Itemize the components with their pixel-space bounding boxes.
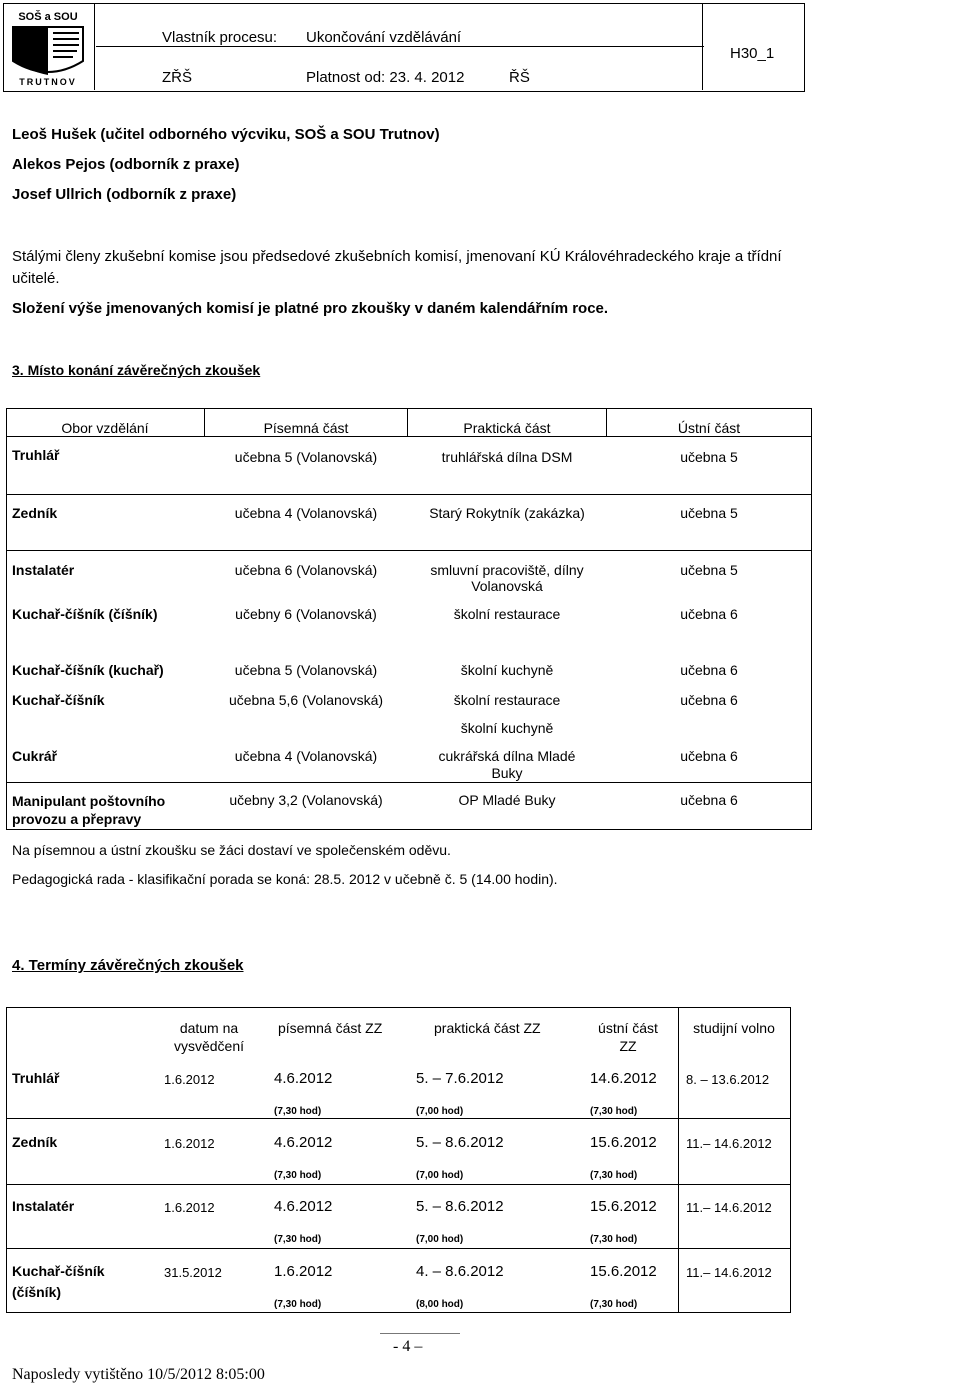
- table-row-obor: Instalatér: [12, 562, 75, 578]
- table-row-obor: Manipulant poštovního: [12, 793, 166, 809]
- dates-header-pisemna: písemná část ZZ: [278, 1020, 383, 1036]
- table-row-pisemna: 4.6.2012: [274, 1134, 333, 1151]
- table-row-datum: 1.6.2012: [164, 1072, 215, 1087]
- table-row-obor: Truhlář: [12, 1070, 60, 1086]
- dates-header-ustni-cont: ZZ: [619, 1038, 637, 1054]
- table-row-datum: 1.6.2012: [164, 1200, 215, 1215]
- table-row-prakticka-time: (7,00 hod): [416, 1106, 464, 1117]
- valid-from: Platnost od: 23. 4. 2012: [306, 69, 465, 86]
- table-row-ustni-time: (7,30 hod): [590, 1234, 638, 1245]
- table-row-obor: Cukrář: [12, 748, 58, 764]
- table-row-pisemna-time: (7,30 hod): [274, 1299, 322, 1310]
- table-row-obor: Zedník: [12, 505, 58, 521]
- note-clothing: Na písemnou a ústní zkoušku se žáci dostaví ve společenském oděvu.: [12, 842, 451, 858]
- venue-header-ustni: Ústní část: [677, 420, 741, 436]
- table-row-prakticka: školní restaurace: [453, 692, 561, 708]
- dates-row-sep: [6, 1184, 791, 1185]
- table-row-ustni: učebna 6: [680, 748, 738, 764]
- table-row-prakticka-cont: Volanovská: [471, 578, 543, 594]
- table-row-ustni: učebna 6: [680, 692, 738, 708]
- table-row-obor: Kuchař-číšník (číšník): [12, 606, 158, 622]
- table-row-ustni: učebna 6: [680, 606, 738, 622]
- table-row-volno: 8. – 13.6.2012: [686, 1072, 770, 1087]
- table-row-ustni-time: (7,30 hod): [590, 1170, 638, 1181]
- section-3-title: 3. Místo konání závěrečných zkoušek: [12, 362, 261, 378]
- venue-col-sep: [811, 408, 812, 828]
- table-row-prakticka-time: (7,00 hod): [416, 1234, 464, 1245]
- table-row-ustni: učebna 6: [680, 662, 738, 678]
- section-4-title: 4. Termíny závěrečných zkoušek: [12, 957, 244, 974]
- table-row-ustni: 15.6.2012: [590, 1263, 657, 1280]
- table-row-pisemna: 4.6.2012: [274, 1198, 333, 1215]
- table-row-prakticka-cont: Buky: [491, 765, 523, 781]
- venue-row-sep: [6, 782, 812, 783]
- owner-label: Vlastník procesu:: [162, 29, 278, 46]
- dates-header-ustni: ústní část: [598, 1020, 658, 1036]
- table-row-prakticka: Starý Rokytník (zakázka): [429, 505, 585, 521]
- table-row-prakticka: 5. – 8.6.2012: [416, 1198, 504, 1215]
- table-row-pisemna: učebny 3,2 (Volanovská): [229, 792, 383, 808]
- table-row-pisemna: 4.6.2012: [274, 1070, 333, 1087]
- table-row-pisemna: učebna 4 (Volanovská): [234, 505, 378, 521]
- table-row-prakticka: smluvní pracoviště, dílny: [430, 562, 584, 578]
- table-row-ustni: učebna 5: [680, 505, 738, 521]
- table-row-prakticka: cukrářská dílna Mladé: [438, 748, 576, 764]
- table-row-datum: 1.6.2012: [164, 1136, 215, 1151]
- table-row-ustni: 15.6.2012: [590, 1198, 657, 1215]
- process-name: Ukončování vzdělávání: [306, 29, 462, 46]
- rs-label: ŘŠ: [509, 69, 530, 86]
- table-row-prakticka: OP Mladé Buky: [458, 792, 556, 808]
- table-row-prakticka-cont: školní kuchyně: [460, 720, 554, 736]
- table-row-pisemna: učebna 6 (Volanovská): [234, 562, 378, 578]
- zrs-label: ZŘŠ: [162, 69, 192, 86]
- table-row-obor: Truhlář: [12, 447, 60, 463]
- member-3: Josef Ullrich (odborník z praxe): [12, 186, 237, 203]
- table-row-ustni-time: (7,30 hod): [590, 1106, 638, 1117]
- table-row-prakticka: truhlářská dílna DSM: [441, 449, 573, 465]
- table-row-ustni: 15.6.2012: [590, 1134, 657, 1151]
- table-row-volno: 11.– 14.6.2012: [686, 1200, 772, 1215]
- venue-row-sep: [6, 550, 812, 551]
- svg-text:TRUTNOV: TRUTNOV: [19, 77, 77, 87]
- table-row-ustni: 14.6.2012: [590, 1070, 657, 1087]
- table-row-obor-cont: provozu a přepravy: [12, 811, 142, 827]
- dates-header-datum-cont: vysvědčení: [173, 1038, 245, 1054]
- venue-header-pisemna: Písemná část: [263, 420, 349, 436]
- dates-col-sep: [678, 1007, 679, 1313]
- svg-text:SOŠ a SOU: SOŠ a SOU: [18, 11, 78, 23]
- table-row-pisemna: učebna 5 (Volanovská): [234, 662, 378, 678]
- dates-header-prakticka: praktická část ZZ: [434, 1020, 541, 1036]
- table-row-volno: 11.– 14.6.2012: [686, 1265, 772, 1280]
- venue-header-prakticka: Praktická část: [463, 420, 551, 436]
- school-logo: [3, 3, 95, 90]
- table-row-pisemna: učebna 5 (Volanovská): [234, 449, 378, 465]
- note-pedagogical-board: Pedagogická rada - klasifikační porada se koná: 28.5. 2012 v učebně č. 5 (14.00 hodin).: [12, 871, 558, 887]
- table-row-prakticka-time: (8,00 hod): [416, 1299, 464, 1310]
- doc-code: H30_1: [730, 45, 775, 62]
- header-center: [96, 3, 704, 90]
- table-row-obor: Kuchař-číšník (kuchař): [12, 662, 164, 678]
- member-2: Alekos Pejos (odborník z praxe): [12, 156, 240, 173]
- dates-row-sep: [6, 1248, 791, 1249]
- table-row-ustni: učebna 5: [680, 449, 738, 465]
- table-row-prakticka: 5. – 7.6.2012: [416, 1070, 504, 1087]
- venue-table-header-rule: [6, 436, 812, 437]
- table-row-obor-cont: (číšník): [12, 1284, 62, 1300]
- page-number: - 4 –: [393, 1338, 423, 1355]
- table-row-pisemna: 1.6.2012: [274, 1263, 333, 1280]
- table-row-prakticka: školní restaurace: [453, 606, 561, 622]
- table-row-ustni: učebna 6: [680, 792, 738, 808]
- table-row-pisemna-time: (7,30 hod): [274, 1106, 322, 1117]
- table-row-ustni-time: (7,30 hod): [590, 1299, 638, 1310]
- paragraph-permanent-members: Stálými členy zkušební komise jsou předsedové zkušebních komisí, jmenovaní KÚ Královéhradeckého kraje a třídní: [12, 248, 782, 265]
- table-row-datum: 31.5.2012: [164, 1265, 222, 1280]
- paragraph-composition-validity: Složení výše jmenovaných komisí je platné pro zkoušky v daném kalendářním roce.: [12, 300, 609, 317]
- venue-header-obor: Obor vzdělání: [61, 420, 149, 436]
- table-row-prakticka: 4. – 8.6.2012: [416, 1263, 504, 1280]
- school-logo-emblem: [3, 3, 94, 90]
- print-timestamp: Naposledy vytištěno 10/5/2012 8:05:00: [12, 1366, 265, 1383]
- table-row-prakticka-time: (7,00 hod): [416, 1170, 464, 1181]
- venue-row-sep: [6, 494, 812, 495]
- table-row-prakticka: školní kuchyně: [460, 662, 554, 678]
- table-row-obor: Kuchař-číšník: [12, 1263, 105, 1279]
- dates-row-sep: [6, 1118, 791, 1119]
- dates-header-volno: studijní volno: [693, 1020, 775, 1036]
- member-1: Leoš Hušek (učitel odborného výcviku, SOŠ a SOU Trutnov): [12, 126, 440, 143]
- table-row-obor: Zedník: [12, 1134, 58, 1150]
- table-row-obor: Instalatér: [12, 1198, 75, 1214]
- footer-rule: [380, 1333, 460, 1334]
- table-row-ustni: učebna 5: [680, 562, 738, 578]
- table-row-volno: 11.– 14.6.2012: [686, 1136, 772, 1151]
- table-row-prakticka: 5. – 8.6.2012: [416, 1134, 504, 1151]
- table-row-pisemna: učebna 4 (Volanovská): [234, 748, 378, 764]
- table-row-pisemna: učebny 6 (Volanovská): [235, 606, 377, 622]
- table-row-pisemna-time: (7,30 hod): [274, 1170, 322, 1181]
- table-row-pisemna-time: (7,30 hod): [274, 1234, 322, 1245]
- table-row-obor: Kuchař-číšník: [12, 692, 105, 708]
- paragraph-permanent-members-cont: učitelé.: [12, 270, 60, 287]
- header-doc-code-box: [702, 3, 804, 90]
- dates-header-datum: datum na: [179, 1020, 239, 1036]
- table-row-pisemna: učebna 5,6 (Volanovská): [228, 692, 384, 708]
